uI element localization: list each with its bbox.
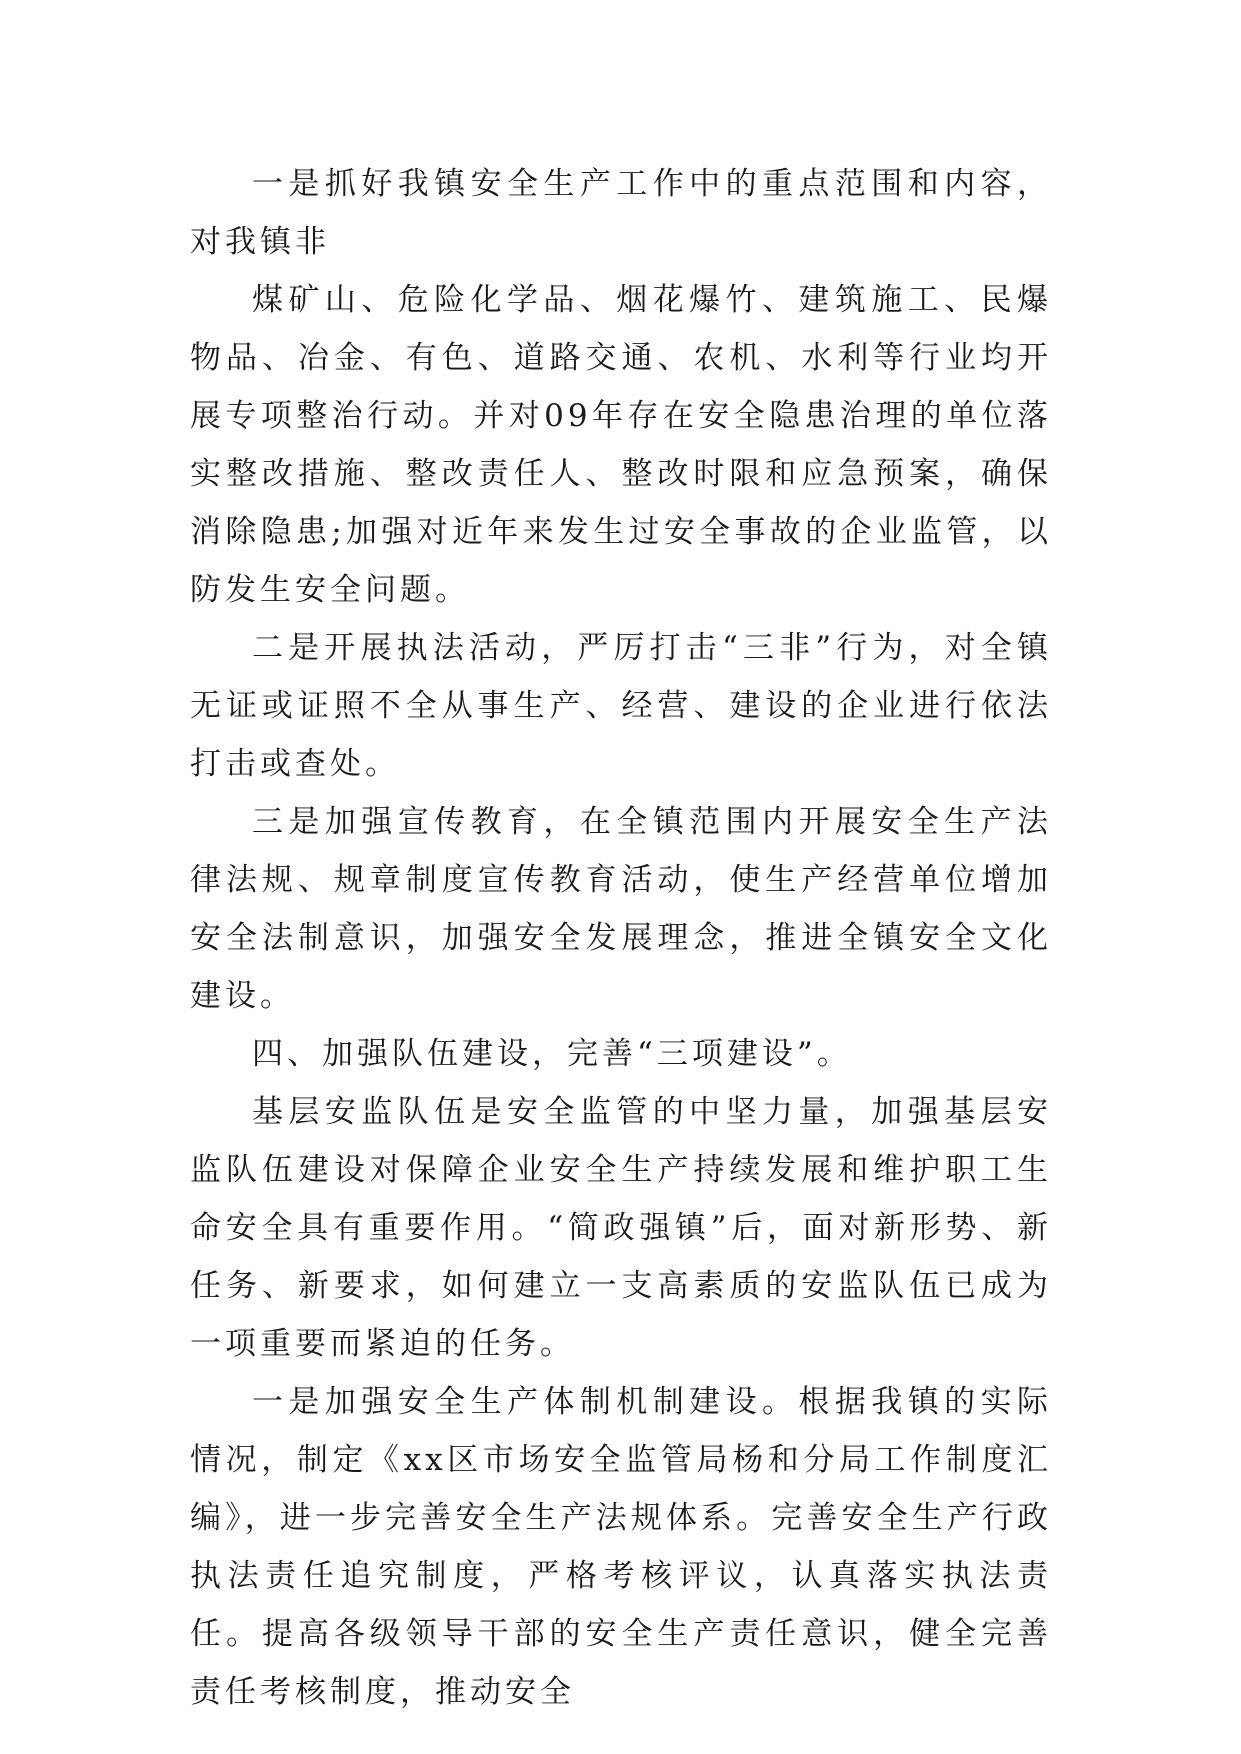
- paragraph-2: 煤矿山、危险化学品、烟花爆竹、建筑施工、民爆物品、冶金、有色、道路交通、农机、水利等行业均开展专项整治行动。并对09年存在安全隐患治理的单位落实整改措施、整改责任人、整改时限和应急预案，确保消除隐患;加强对近年来发生过安全事故的企业监管，以防发生安全问题。: [190, 282, 1052, 608]
- document-body: [190, 155, 1052, 1721]
- paragraph-1: 一是抓好我镇安全生产工作中的重点范围和内容，对我镇非: [190, 166, 1052, 260]
- paragraph-7: 一是加强安全生产体制机制建设。根据我镇的实际情况，制定《xx区市场安全监管局杨和分局工作制度汇编》，进一步完善安全生产法规体系。完善安全生产行政执法责任追究制度，严格考核评议，认真落实执法责任。提高各级领导干部的安全生产责任意识，健全完善责任考核制度，推动安全: [190, 1384, 1052, 1710]
- paragraph-3: 二是开展执法活动，严厉打击“三非”行为，对全镇无证或证照不全从事生产、经营、建设的企业进行依法打击或查处。: [190, 630, 1052, 782]
- paragraph-4: 三是加强宣传教育，在全镇范围内开展安全生产法律法规、规章制度宣传教育活动，使生产经营单位增加安全法制意识，加强安全发展理念，推进全镇安全文化建设。: [190, 804, 1052, 1014]
- section-heading: 四、加强队伍建设，完善“三项建设”。: [252, 1036, 852, 1072]
- paragraph-6: 基层安监队伍是安全监管的中坚力量，加强基层安监队伍建设对保障企业安全生产持续发展和维护职工生命安全具有重要作用。“简政强镇”后，面对新形势、新任务、新要求，如何建立一支高素质的安监队伍已成为一项重要而紧迫的任务。: [190, 1094, 1052, 1362]
